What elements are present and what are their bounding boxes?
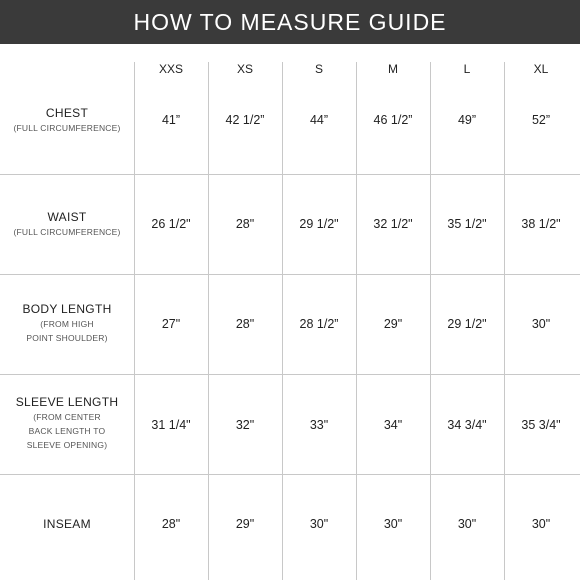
- table-cell: 38 1/2": [521, 217, 561, 231]
- row-label-sleeve-length: [0, 395, 134, 452]
- table-cell: 30": [309, 517, 329, 531]
- row-label-sub: BACK LENGTH TO: [28, 426, 106, 436]
- table-cell: 26 1/2": [151, 217, 191, 231]
- page-title: [0, 0, 580, 44]
- table-cell: 30": [531, 517, 551, 531]
- size-header-xl: XL: [533, 62, 549, 76]
- row-label-sub: SLEEVE OPENING): [26, 440, 108, 450]
- table-cell: 28": [161, 517, 181, 531]
- size-header-xxs: XXS: [158, 62, 183, 76]
- row-label-inseam: [0, 517, 134, 532]
- table-cell: 44”: [309, 113, 329, 127]
- table-cell: 30": [383, 517, 403, 531]
- table-cell: 29 1/2": [299, 217, 339, 231]
- table-cell: 30": [531, 317, 551, 331]
- row-divider: [0, 174, 580, 175]
- table-cell: 28 1/2”: [299, 317, 339, 331]
- row-label-main: INSEAM: [43, 517, 91, 531]
- table-cell: 29": [235, 517, 255, 531]
- row-label-main: SLEEVE LENGTH: [15, 395, 119, 409]
- table-cell: 27": [161, 317, 181, 331]
- row-divider: [0, 274, 580, 275]
- row-divider: [0, 474, 580, 475]
- row-label-sub: (FULL CIRCUMFERENCE): [13, 123, 121, 133]
- table-cell: 28": [235, 317, 255, 331]
- row-label-sub: (FROM CENTER: [33, 412, 101, 422]
- table-cell: 29 1/2": [447, 317, 487, 331]
- row-divider: [0, 374, 580, 375]
- table-cell: 49”: [457, 113, 477, 127]
- table-cell: 31 1/4": [151, 418, 191, 432]
- table-cell: 42 1/2”: [225, 113, 265, 127]
- row-label-main: WAIST: [47, 210, 87, 224]
- size-header-l: L: [463, 62, 471, 76]
- table-cell: 35 3/4": [521, 418, 561, 432]
- table-cell: 32 1/2": [373, 217, 413, 231]
- size-table: [0, 44, 580, 580]
- size-header-s: S: [314, 62, 323, 76]
- size-header-xs: XS: [236, 62, 253, 76]
- table-cell: 33": [309, 418, 329, 432]
- table-cell: 35 1/2": [447, 217, 487, 231]
- table-cell: 30": [457, 517, 477, 531]
- page-title-text: HOW TO MEASURE GUIDE: [133, 8, 447, 35]
- row-label-main: CHEST: [45, 106, 89, 120]
- row-label-chest: [0, 106, 134, 135]
- row-label-sub: POINT SHOULDER): [26, 333, 108, 343]
- table-cell: 52”: [531, 113, 551, 127]
- table-cell: 34 3/4": [447, 418, 487, 432]
- table-cell: 46 1/2”: [373, 113, 413, 127]
- row-label-waist: [0, 210, 134, 239]
- size-header-m: M: [388, 62, 398, 76]
- row-label-sub: (FULL CIRCUMFERENCE): [13, 227, 121, 237]
- table-cell: 29": [383, 317, 403, 331]
- table-cell: 32": [235, 418, 255, 432]
- row-label-body-length: [0, 302, 134, 345]
- table-cell: 34": [383, 418, 403, 432]
- row-label-sub: (FROM HIGH: [40, 319, 94, 329]
- table-cell: 41”: [161, 113, 181, 127]
- row-label-main: BODY LENGTH: [22, 302, 112, 316]
- table-cell: 28": [235, 217, 255, 231]
